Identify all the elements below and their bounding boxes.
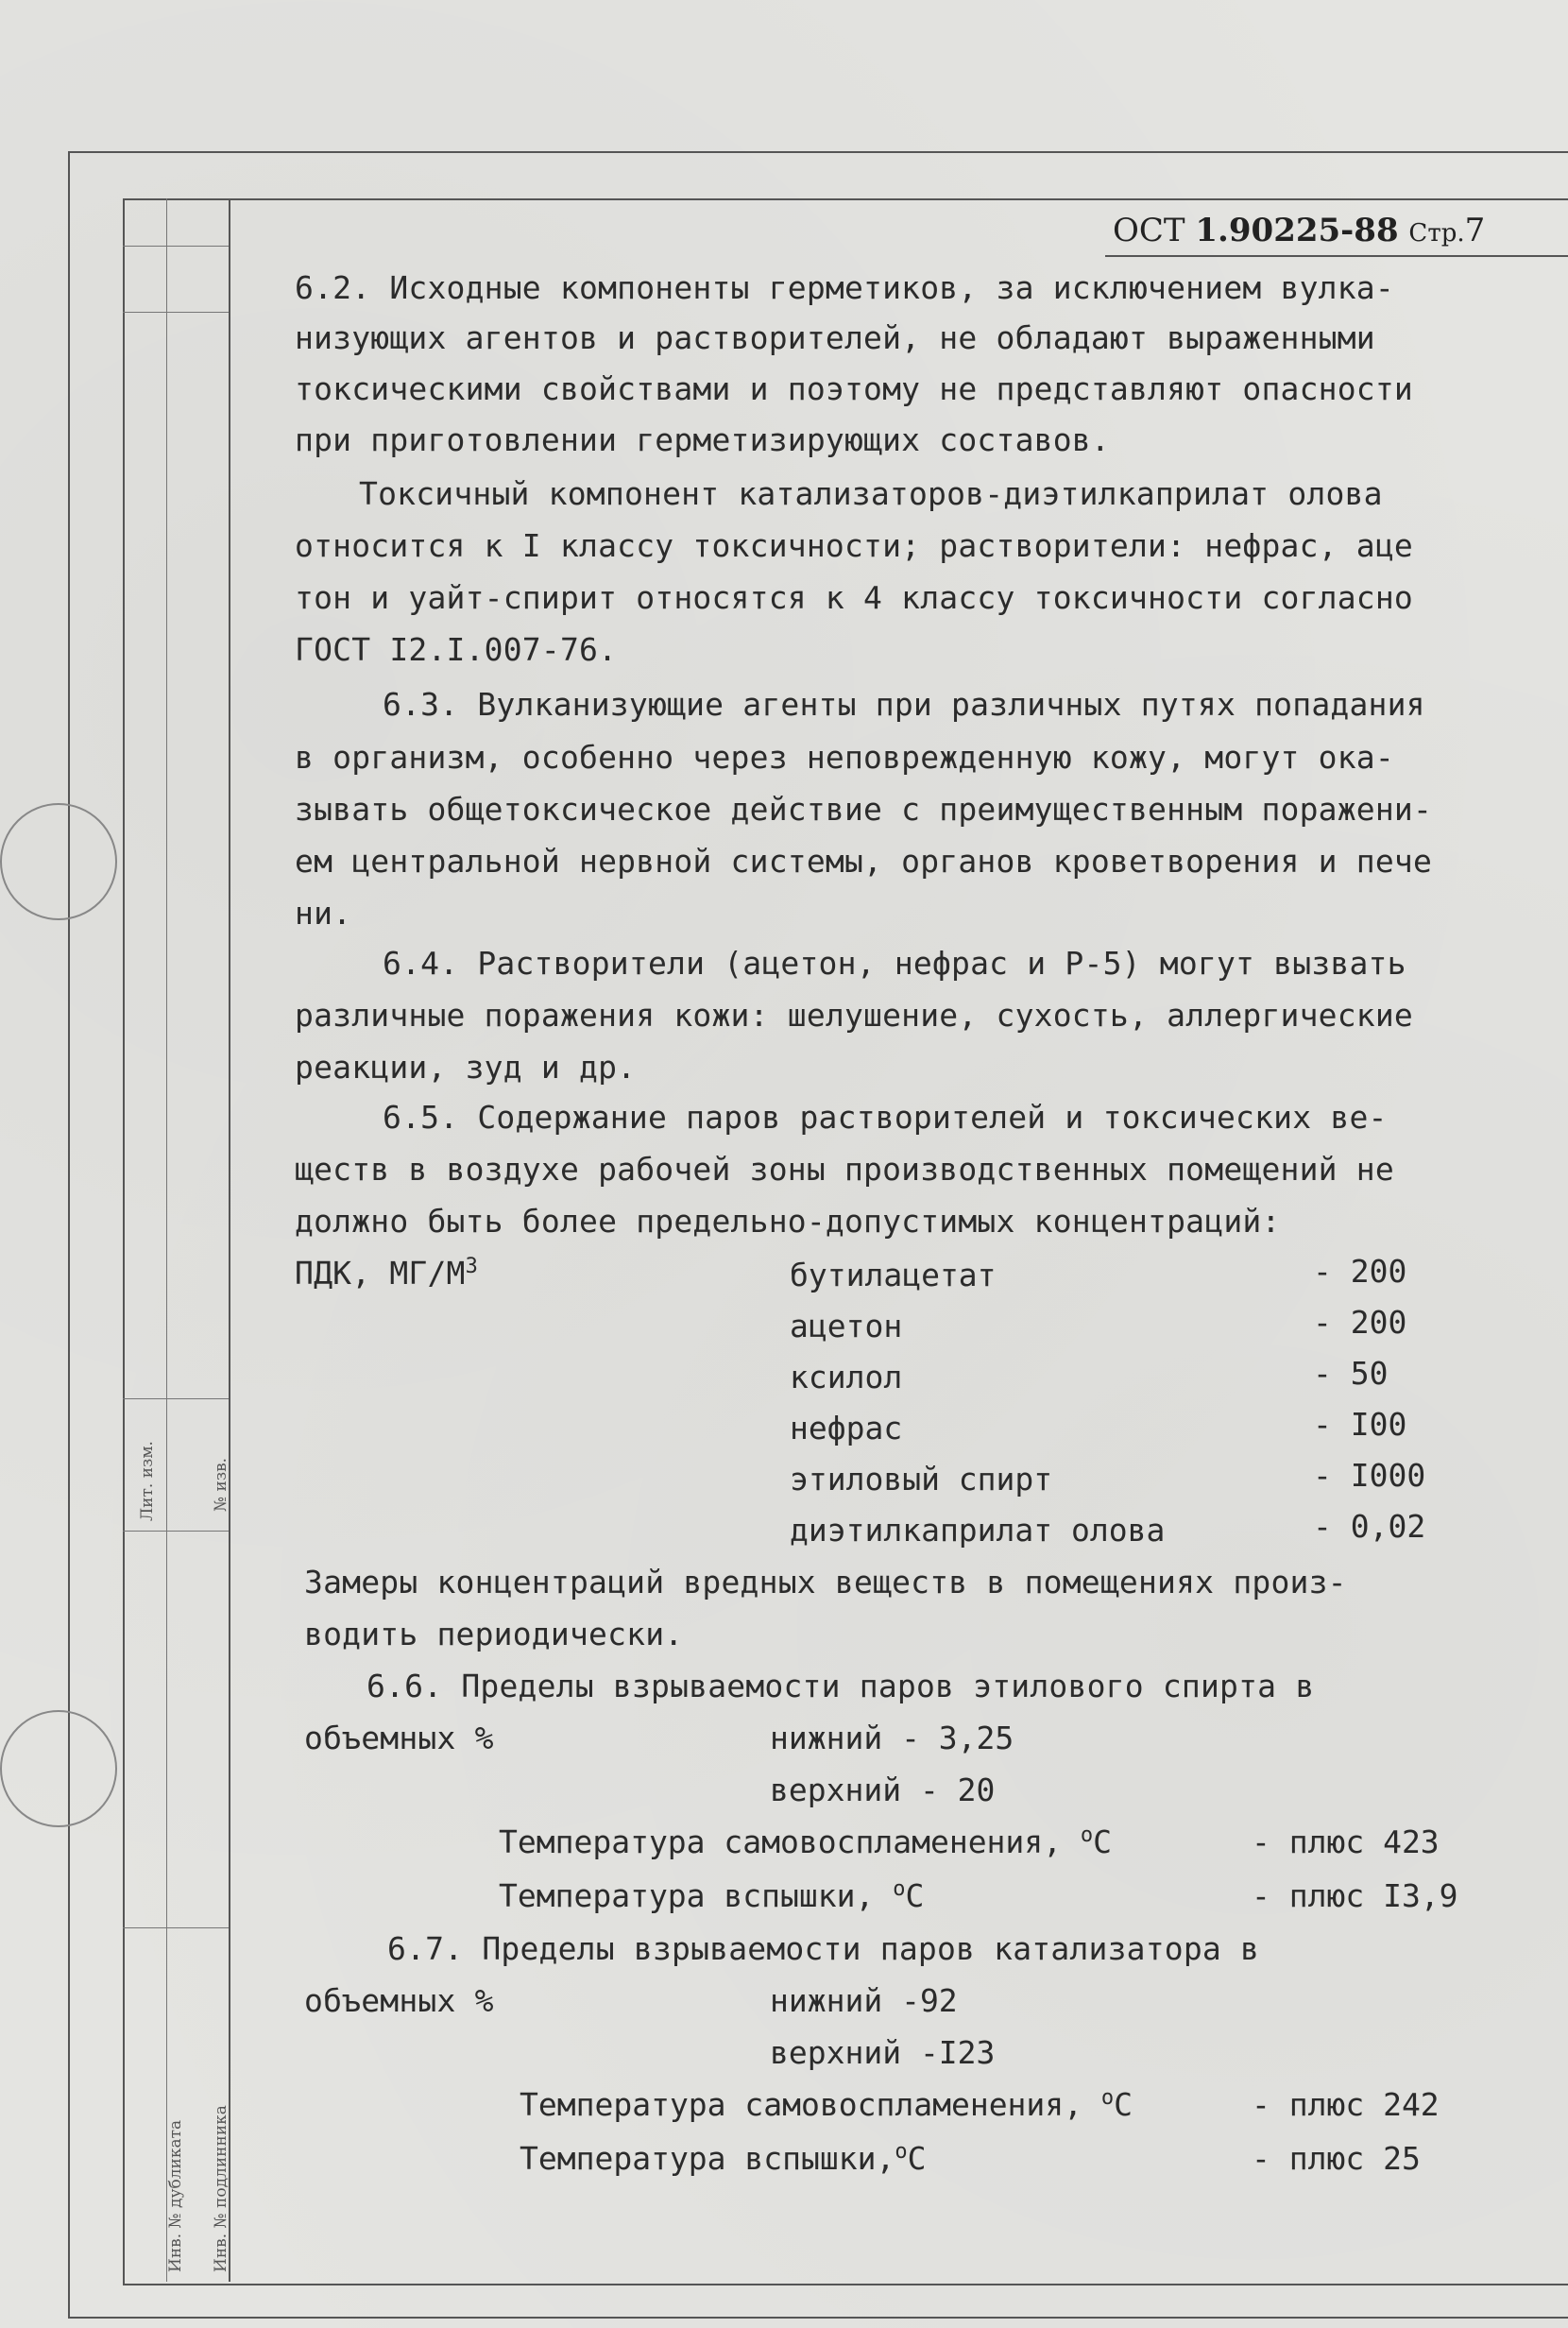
side-strip-divider [166, 198, 167, 2282]
text-line: зывать общетоксическое действие с преимущественным поражени- [295, 791, 1433, 828]
autoign-unit: С [1114, 2086, 1133, 2123]
pdk-substance: ацетон [790, 1308, 903, 1344]
flash-label: Температура вспышки, [520, 2140, 895, 2177]
side-strip-row [123, 1531, 229, 1532]
text-line: относится к I классу токсичности; растворители: нефрас, аце [295, 527, 1413, 564]
section-6-7-autoign [520, 2086, 1133, 2123]
text-line: ни. [295, 895, 352, 932]
punch-hole [0, 1710, 117, 1827]
side-strip [123, 198, 230, 2282]
lit-izm-label: Лит. изм. [138, 1441, 157, 1521]
text-line: реакции, зуд и др. [295, 1049, 637, 1086]
pdk-label-sup: 3 [465, 1255, 479, 1278]
side-strip-row [123, 312, 229, 313]
text-line: 6.5. Содержание паров растворителей и токсических ве- [383, 1099, 1388, 1136]
side-strip-row [123, 246, 229, 247]
degree-sup: о [893, 1877, 906, 1901]
section-6-6-lower: нижний - 3,25 [770, 1720, 1014, 1756]
pdk-value: - 50 [1313, 1355, 1389, 1392]
autoign-unit: С [1093, 1823, 1113, 1860]
punch-hole [0, 803, 117, 920]
pdk-substance: ксилол [790, 1359, 903, 1395]
podlinnik-label: Инв. № подлинника [212, 2105, 230, 2272]
standard-prefix: ОСТ [1113, 212, 1185, 249]
section-6-6-title: 6.6. Пределы взрываемости паров этилового спирта в [366, 1668, 1315, 1704]
autoign-label: Температура самовоспламенения, [520, 2086, 1083, 2123]
izv-label: № изв. [212, 1457, 230, 1512]
pdk-value: - 200 [1313, 1304, 1407, 1341]
text-line: ГОСТ I2.I.007-76. [295, 631, 618, 668]
section-6-7-autoign-value: - плюс 242 [1252, 2086, 1440, 2123]
degree-sup: о [1100, 2086, 1115, 2110]
side-strip-row [123, 1398, 229, 1399]
section-6-6-upper: верхний - 20 [770, 1772, 996, 1808]
degree-sup: о [895, 2140, 908, 2164]
text-line: 6.2. Исходные компоненты герметиков, за исключением вулка- [295, 269, 1394, 306]
section-6-6-flash-value: - плюс I3,9 [1252, 1877, 1458, 1914]
section-6-6-unit: объемных % [304, 1720, 494, 1756]
standard-number: 1.90225-88 [1195, 212, 1399, 249]
pdk-label-text: ПДК, МГ/М [295, 1255, 466, 1292]
pdk-value: - I000 [1313, 1457, 1426, 1494]
text-line: 6.4. Растворители (ацетон, нефрас и Р-5) могут вызвать [383, 945, 1406, 982]
text-line: ществ в воздухе рабочей зоны производственных помещений не [295, 1151, 1394, 1188]
text-line: токсическими свойствами и поэтому не представляют опасности [295, 370, 1413, 407]
pdk-substance: диэтилкаприлат олова [790, 1512, 1166, 1549]
document-header [1113, 212, 1485, 249]
text-line: при приготовлении герметизирующих составов. [295, 421, 1110, 458]
pdk-value: - I00 [1313, 1406, 1407, 1443]
section-6-7-title: 6.7. Пределы взрываемости паров катализатора в [387, 1930, 1260, 1967]
text-line: должно быть более предельно-допустимых концентраций: [295, 1203, 1281, 1240]
degree-sup: о [1080, 1823, 1094, 1847]
section-6-6-autoign-value: - плюс 423 [1252, 1823, 1440, 1860]
pdk-substance: бутилацетат [790, 1257, 997, 1293]
flash-unit: С [905, 1877, 925, 1914]
text-line: в организм, особенно через неповрежденную кожу, могут ока- [295, 739, 1394, 776]
text-line: 6.3. Вулканизующие агенты при различных путях попадания [383, 686, 1425, 723]
autoign-label: Температура самовоспламенения, [499, 1823, 1063, 1860]
text-line: водить периодически. [304, 1616, 684, 1652]
flash-label: Температура вспышки, [499, 1877, 875, 1914]
text-line: Замеры концентраций вредных веществ в помещениях произ- [304, 1564, 1347, 1600]
section-6-6-flash [499, 1877, 924, 1914]
text-line: различные поражения кожи: шелушение, сухость, аллергические [295, 997, 1413, 1034]
dublikat-label: Инв. № дубликата [166, 2119, 185, 2272]
pdk-label [295, 1255, 478, 1292]
section-6-7-unit: объемных % [304, 1982, 494, 2019]
pdk-value: - 0,02 [1313, 1508, 1426, 1545]
pdk-value: - 200 [1313, 1253, 1407, 1290]
section-6-7-upper: верхний -I23 [770, 2034, 996, 2071]
text-line: тон и уайт-спирит относятся к 4 классу токсичности согласно [295, 579, 1413, 616]
pdk-substance: нефрас [790, 1410, 903, 1446]
text-line: низующих агентов и растворителей, не обладают выраженными [295, 319, 1375, 356]
header-rule [1105, 255, 1568, 257]
section-6-7-lower: нижний -92 [770, 1982, 958, 2019]
section-6-7-flash-value: - плюс 25 [1252, 2140, 1421, 2177]
text-line: Токсичный компонент катализаторов-диэтилкаприлат олова [359, 475, 1383, 512]
page-label: Стр. [1408, 219, 1465, 248]
text-line: ем центральной нервной системы, органов кроветворения и пече [295, 843, 1433, 880]
flash-unit: С [907, 2140, 927, 2177]
section-6-7-flash [520, 2140, 926, 2177]
section-6-6-autoign [499, 1823, 1112, 1860]
side-strip-row [123, 1927, 229, 1928]
pdk-substance: этиловый спирт [790, 1461, 1053, 1498]
page-number: 7 [1464, 212, 1486, 249]
